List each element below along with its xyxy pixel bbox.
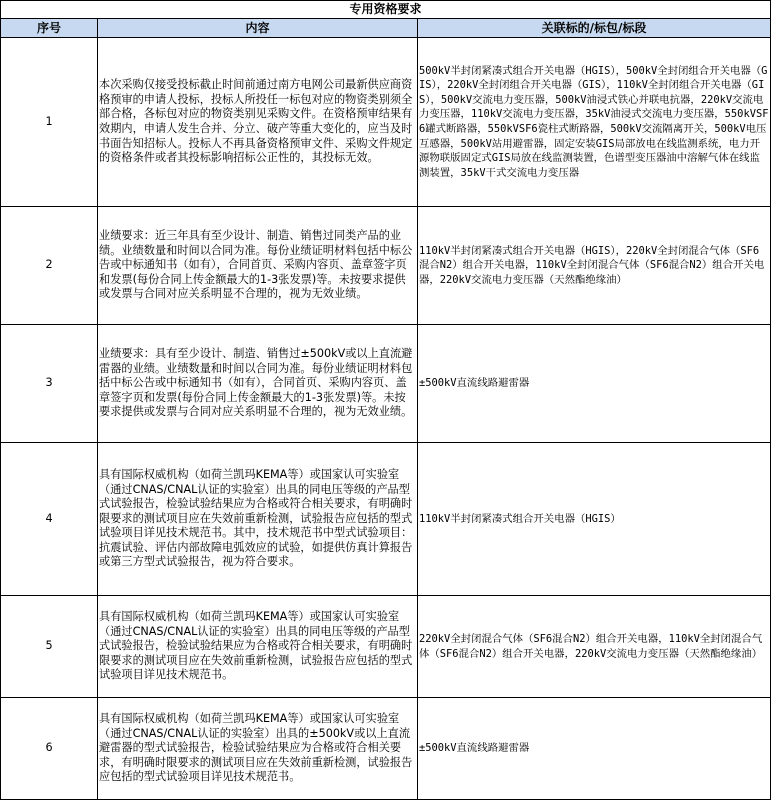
row-lots: 110kV半封闭紧凑式组合开关电器（HGIS） <box>418 443 771 596</box>
row-number: 2 <box>1 207 98 325</box>
row-content: 具有国际权威机构（如荷兰凯玛KEMA等）或国家认可实验室（通过CNAS/CNAL认证的实验室）出具的同电压等级的产品型式试验报告，检验试验结果应为合格或符合相关要求，有明确时限要求的测试项目应在失效前重新检测，试验报告应包括的型式试验项目详见技术规范书。其中，技术规范书中型式试验项目：抗震试验、评估内部故障电弧效应的试验，如提供仿真计算报告或第三方型式试验报告，视为符合要求。 <box>98 443 418 596</box>
row-content: 具有国际权威机构（如荷兰凯玛KEMA等）或国家认可实验室（通过CNAS/CNAL认证的实验室）出具的同电压等级的产品型式试验报告，检验试验结果应为合格或符合相关要求，有明确时限要求的测试项目应在失效前重新检测，试验报告应包括的型式试验项目详见技术规范书。 <box>98 596 418 698</box>
table-row <box>1 443 771 596</box>
table-title: 专用资格要求 <box>1 1 771 19</box>
row-lots: 110kV半封闭紧凑式组合开关电器（HGIS），220kV全封闭混合气体（SF6混合N2）组合开关电器，110kV全封闭混合气体（SF6混合N2）组合开关电器，220kV交流电力变压器（天然酯绝缘油） <box>418 207 771 325</box>
row-number: 5 <box>1 596 98 698</box>
table-row <box>1 207 771 325</box>
title-row <box>1 1 771 19</box>
header-content: 内容 <box>98 19 418 38</box>
row-lots: 220kV全封闭混合气体（SF6混合N2）组合开关电器，110kV全封闭混合气体（SF6混合N2）组合开关电器，220kV交流电力变压器（天然酯绝缘油） <box>418 596 771 698</box>
row-number: 4 <box>1 443 98 596</box>
row-lots: ±500kV直流线路避雷器 <box>418 698 771 800</box>
row-number: 1 <box>1 38 98 207</box>
table-row <box>1 38 771 207</box>
row-number: 3 <box>1 325 98 443</box>
row-number: 6 <box>1 698 98 800</box>
row-content: 业绩要求：具有至少设计、制造、销售过±500kV或以上直流避雷器的业绩。业绩数量和时间以合同为准。每份业绩证明材料包括中标公告或中标通知书（如有），合同首页、采购内容页、盖章签字页和发票(每份合同上传金额最大的1-3张发票)等。未按要求提供或发票与合同对应关系明显不合理的，视为无效业绩。 <box>98 325 418 443</box>
table-row <box>1 698 771 800</box>
row-content: 业绩要求：近三年具有至少设计、制造、销售过同类产品的业绩。业绩数量和时间以合同为准。每份业绩证明材料包括中标公告或中标通知书（如有），合同首页、采购内容页、盖章签字页和发票(每份合同上传金额最大的1-3张发票)等。未按要求提供或发票与合同对应关系明显不合理的，视为无效业绩。 <box>98 207 418 325</box>
header-lots: 关联标的/标包/标段 <box>418 19 771 38</box>
header-row <box>1 19 771 38</box>
header-num: 序号 <box>1 19 98 38</box>
table-row <box>1 325 771 443</box>
row-content: 具有国际权威机构（如荷兰凯玛KEMA等）或国家认可实验室（通过CNAS/CNAL认证的实验室）出具的±500kV或以上直流避雷器的型式试验报告，检验试验结果应为合格或符合相关要求，有明确时限要求的测试项目应在失效前重新检测，试验报告应包括的型式试验项目详见技术规范书。 <box>98 698 418 800</box>
table-row <box>1 596 771 698</box>
row-content: 本次采购仅接受投标截止时间前通过南方电网公司最新供应商资格预审的申请人投标，投标人所投任一标包对应的物资类别须全部合格，各标包对应的物资类别见采购文件。在资格预审结果有效期内，申请人发生合并、分立、破产等重大变化的，应当及时书面告知招标人。投标人不再具备资格预审文件、采购文件规定的资格条件或者其投标影响招标公正性的，其投标无效。 <box>98 38 418 207</box>
row-lots: 500kV半封闭紧凑式组合开关电器（HGIS），500kV全封闭组合开关电器（GIS），220kV全封闭组合开关电器（GIS），110kV全封闭组合开关电器（GIS），500kV交流电力变压器，500kV油浸式铁心并联电抗器，220kV交流电力变压器，110kV交流电力变压器，35kV油浸式交流电力变压器，550kVSF6罐式断路器，550kVSF6瓷柱式断路器，500kV交流隔离开关，500kV电压互感器，500kV站用避雷器，固定安装GIS局部放电在线监测系统，电力开源物联版固定式GIS局放在线监测装置，色谱型变压器油中溶解气体在线监测装置，35kV干式交流电力变压器 <box>418 38 771 207</box>
row-lots: ±500kV直流线路避雷器 <box>418 325 771 443</box>
